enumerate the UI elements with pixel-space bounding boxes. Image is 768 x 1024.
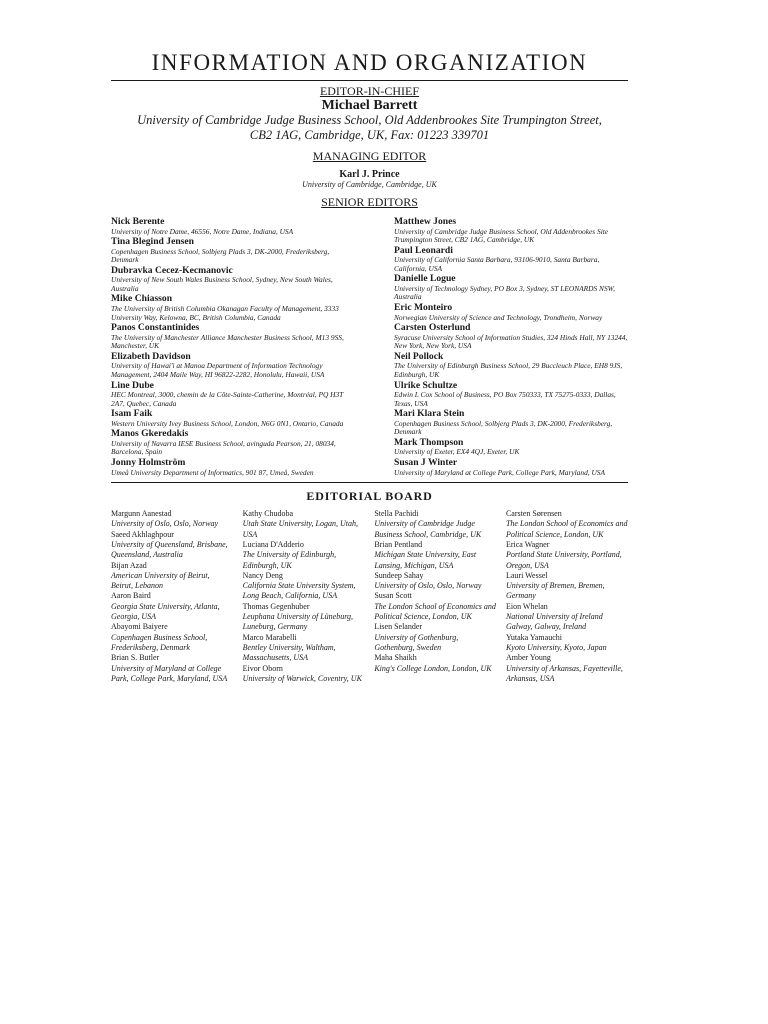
senior-editor-affiliation: University of Navarra IESE Business School, avinguda Pearson, 21, 08034, Barcelona, Spain [111,438,336,457]
board-member-affiliation: The London School of Economics and Political Science, London, UK [374,601,496,622]
senior-editor-entry [111,266,345,294]
board-member-affiliation: University of Oslo, Oslo, Norway [374,581,482,591]
senior-editor-entry [111,294,345,322]
board-member-affiliation: University of Arkansas, Fayetteville, Arkansas, USA [505,663,623,683]
board-member-affiliation: California State University System, Long Beach, California, USA [242,581,356,601]
board-member-name: Susan Scott [374,591,412,601]
board-member-affiliation: University of Cambridge Judge Business School, Cambridge, UK [374,519,482,539]
senior-editor-name: Mark Thompson [394,436,464,448]
senior-editor-entry [111,323,345,351]
board-member-affiliation: American University of Beirut, Beirut, Lebanon [111,570,210,591]
senior-editor-affiliation: University of Cambridge Judge Business School, Old Addenbrookes Site Trumpington Street, CB2 1AG, Cambridge, UK [394,226,609,245]
senior-editor-name: Matthew Jones [394,216,457,227]
board-member-name: Thomas Gegenhuber [242,601,310,611]
senior-editor-name: Eric Monteiro [394,302,453,314]
senior-editor-affiliation: Edwin L Cox School of Business, PO Box 750333, TX 75275-0333, Dallas, Texas, USA [394,390,616,408]
editorial-board-column [506,509,628,684]
senior-editor-affiliation: Copenhagen Business School, Solbjerg Plads 3, DK-2000, Frederiksberg, Denmark [394,418,613,437]
senior-editor-entry [111,409,345,428]
managing-editor-section [111,149,628,189]
senior-editor-name: Elizabeth Davidson [111,350,191,362]
senior-editor-name: Nick Berente [111,216,165,227]
senior-editor-name: Paul Leonardi [394,244,453,256]
senior-editor-affiliation: University of California Santa Barbara, 93106-9010, Santa Barbara, California, USA [394,255,600,273]
senior-editor-name: Susan J Winter [394,457,458,468]
senior-editor-affiliation: University of Maryland at College Park, College Park, Maryland, USA [394,467,606,477]
senior-editor-name: Tina Blegind Jensen [111,236,194,248]
editorial-board-column [374,509,496,684]
senior-editor-entry [394,246,628,274]
senior-editor-affiliation: HEC Montreal, 3000, chemin de la Côte-Sainte-Catherine, Montréal, PQ H3T 2A7, Quebec, Canada [111,390,344,408]
board-member-affiliation: Georgia State University, Atlanta, Georgia, USA [111,601,220,622]
senior-editor-affiliation: Western University Ivey Business School, London, N6G 0N1, Ontario, Canada [111,418,344,428]
board-member-name: Aaron Baird [111,591,151,601]
senior-editor-affiliation: University of Notre Dame, 46556, Notre Dame, Indiana, USA [111,226,294,236]
senior-editor-affiliation: Norwegian University of Science and Technology, Trondheim, Norway [394,312,603,322]
senior-editor-entry [394,409,628,437]
senior-editor-affiliation: Syracuse University School of Information Studies, 324 Hinds Hall, NY 13244, New York, New York, USA [394,332,628,351]
managing-editor-role: MANAGING EDITOR [312,149,427,163]
senior-editors-heading: SENIOR EDITORS [321,195,418,209]
senior-editor-entry [394,217,628,245]
board-member-affiliation: Copenhagen Business School, Frederiksberg, Denmark [111,632,208,652]
senior-editor-name: Ulrike Schultze [394,379,458,391]
board-member-affiliation: University of Gothenburg, Gothenburg, Sweden [374,632,459,652]
board-member-affiliation: University of Queensland, Brisbane, Queensland, Australia [111,539,228,560]
senior-editor-affiliation: University of Technology Sydney, PO Box 3, Sydney, ST LEONARDS NSW, Australia [394,283,616,302]
senior-editor-name: Mari Klara Stein [394,408,465,420]
board-member-name: Eivor Oborn [242,663,283,673]
senior-editor-affiliation: University of Exeter, EX4 4QJ, Exeter, UK [394,447,520,457]
senior-editors-right-column [394,217,628,478]
editorial-board-column [111,509,233,684]
board-member-affiliation: National University of Ireland Galway, Galway, Ireland [505,612,603,632]
editorial-board-column [243,509,365,684]
senior-editor-affiliation: Copenhagen Business School, Solbjerg Plads 3, DK-2000, Frederiksberg, Denmark [111,246,330,265]
editor-in-chief-affiliation-line2: CB2 1AG, Cambridge, UK, Fax: 01223 339701 [249,128,490,142]
masthead-page [111,50,628,684]
board-member-name: Kathy Chudoba [242,509,294,519]
managing-editor-name: Karl J. Prince [339,169,400,180]
board-member-name: Lisen Selander [374,622,423,632]
senior-editors-left-column [111,217,345,478]
board-member-name: Bijan Azad [111,560,147,570]
board-member-name: Eion Whelan [505,601,548,611]
senior-editor-name: Line Dube [111,379,154,391]
senior-editor-affiliation: The University of Edinburgh Business School, 29 Buccleuch Place, EH8 9JS, Edinburgh, UK [394,361,623,379]
board-member-name: Lauri Wessel [505,570,548,580]
board-member-affiliation: University of Maryland at College Park, College Park, Maryland, USA [111,663,228,683]
editor-in-chief-role: EDITOR-IN-CHIEF [319,84,420,98]
senior-editor-entry [111,352,345,380]
board-member-affiliation: University of Bremen, Bremen, Germany [505,581,605,601]
senior-editor-affiliation: The University of British Columbia Okanagan Faculty of Management, 3333 University Way, Kelowna, BC, British Columbia, Canada [111,303,339,322]
board-member-affiliation: Michigan State University, East Lansing, Michigan, USA [374,550,477,570]
senior-editor-name: Panos Constantinides [111,322,200,334]
senior-editor-name: Mike Chiasson [111,293,173,305]
board-member-name: Nancy Deng [242,570,283,580]
senior-editor-entry [111,458,345,477]
board-member-affiliation: Kyoto University, Kyoto, Japan [505,642,607,652]
senior-editor-name: Neil Pollock [394,350,444,362]
senior-editor-entry [111,429,345,457]
senior-editor-entry [394,458,628,477]
senior-editor-name: Carsten Osterlund [394,322,471,334]
board-member-name: Maha Shaikh [374,653,417,663]
board-member-name: Stella Pachidi [374,509,419,519]
board-member-name: Sundeep Sahay [374,570,424,580]
editorial-board-heading: EDITORIAL BOARD [306,489,433,504]
editor-in-chief-name: Michael Barrett [321,98,418,113]
board-member-affiliation: The London School of Economics and Political Science, London, UK [505,519,628,539]
board-member-affiliation: The University of Edinburgh, Edinburgh, UK [242,550,337,570]
board-member-name: Luciana D'Adderio [242,539,304,549]
board-member-name: Brian Pentland [374,539,423,549]
managing-editor-affiliation: University of Cambridge, Cambridge, UK [302,180,437,189]
senior-editor-entry [111,381,345,409]
editorial-board-list [111,509,628,684]
senior-editor-affiliation: University of New South Wales Business School, Sydney, New South Wales, Australia [111,275,333,293]
senior-editor-entry [394,274,628,302]
senior-editor-entry [394,438,628,457]
board-member-name: Brian S. Butler [111,653,160,663]
senior-editor-name: Dubravka Cecez-Kecmanovic [111,264,233,276]
senior-editor-name: Danielle Logue [394,273,456,285]
board-member-name: Amber Young [505,653,551,663]
board-member-affiliation: King's College London, London, UK [374,663,492,673]
senior-editor-entry [394,323,628,351]
editor-in-chief-section [111,84,628,143]
senior-editor-entry [394,352,628,380]
board-member-name: Yutaka Yamauchi [505,632,562,642]
board-member-affiliation: Portland State University, Portland, Oregon, USA [505,550,622,570]
senior-editor-entry [111,217,345,236]
board-member-affiliation: Bentley University, Waltham, Massachusetts, USA [242,642,336,663]
board-member-name: Carsten Sørensen [505,509,562,519]
board-member-name: Marco Marabelli [242,632,297,642]
senior-editor-name: Jonny Holmström [111,457,186,468]
board-member-affiliation: Leuphana University of Lüneburg, Luneburg, Germany [242,612,354,632]
senior-editor-entry [111,237,345,265]
senior-editors-list [111,217,628,478]
board-member-name: Erica Wagner [505,539,550,549]
board-member-name: Margunn Aanestad [111,509,172,519]
board-member-name: Saeed Akhlaghpour [111,529,174,539]
board-member-affiliation: Utah State University, Logan, Utah, USA [242,519,358,539]
board-member-affiliation: University of Oslo, Oslo, Norway [111,519,219,529]
section-divider [111,482,628,483]
editor-in-chief-affiliation-line1: University of Cambridge Judge Business School, Old Addenbrookes Site Trumpington Street, [137,113,602,127]
journal-title: INFORMATION AND ORGANIZATION [111,50,628,81]
senior-editor-affiliation: University of Hawai'i at Manoa Department of Information Technology Management, 2404 Maile Way, HI 96822-2282, Honolulu, Hawaii, USA [111,361,325,379]
senior-editor-entry [394,303,628,322]
senior-editor-entry [394,381,628,409]
senior-editor-name: Manos Gkeredakis [111,428,189,440]
senior-editor-affiliation: The University of Manchester Alliance Manchester Business School, M13 9SS, Manchester, UK [111,332,344,351]
board-member-affiliation: University of Warwick, Coventry, UK [242,673,362,683]
senior-editor-affiliation: Umeå University Department of Informatics, 901 87, Umeå, Sweden [111,467,314,477]
senior-editor-name: Isam Faik [111,408,153,420]
board-member-name: Abayomi Baiyere [111,622,168,632]
